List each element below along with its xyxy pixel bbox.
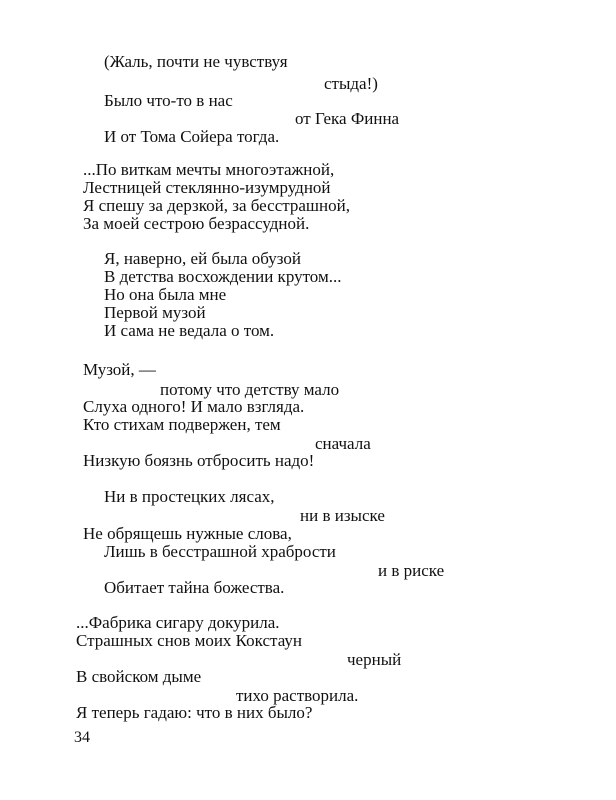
poem-line: Было что-то в нас bbox=[104, 91, 233, 110]
poem-line: стыда!) bbox=[324, 74, 378, 93]
poem-line: и в риске bbox=[378, 561, 445, 580]
poem-line: Ни в простецких лясах, bbox=[104, 487, 275, 506]
poem-line: Кто стихам подвержен, тем bbox=[83, 415, 281, 434]
poem-line: Низкую боязнь отбросить надо! bbox=[83, 451, 315, 470]
poem-line: Лестницей стеклянно-изумрудной bbox=[83, 178, 331, 197]
poem-line: тихо растворила. bbox=[236, 686, 359, 705]
poem-line: черный bbox=[347, 650, 402, 669]
poem-line: от Гека Финна bbox=[295, 109, 400, 128]
poem-line: Я спешу за дерзкой, за бесстрашной, bbox=[83, 196, 350, 215]
poem-line: За моей сестрою безрассудной. bbox=[83, 214, 310, 233]
poem-line: Музой, — bbox=[83, 360, 156, 379]
poem-line: Я теперь гадаю: что в них было? bbox=[76, 703, 313, 722]
poem-line: (Жаль, почти не чувствуя bbox=[104, 52, 288, 71]
poem-line: ...По виткам мечты многоэтажной, bbox=[83, 160, 335, 179]
poem-line: В детства восхождении крутом... bbox=[104, 267, 342, 286]
poem-line: Я, наверно, ей была обузой bbox=[104, 249, 302, 268]
poem-line: В свойском дыме bbox=[76, 667, 202, 686]
poem-line: потому что детству мало bbox=[160, 380, 340, 399]
poem-line: ...Фабрика сигару докурила. bbox=[76, 613, 280, 632]
poem-line: Слуха одного! И мало взгляда. bbox=[83, 397, 305, 416]
poem-line: Лишь в бесстрашной храбрости bbox=[104, 542, 336, 561]
poem-line: Не обрящешь нужные слова, bbox=[83, 524, 292, 543]
page-number: 34 bbox=[74, 729, 90, 746]
poem-line: Первой музой bbox=[104, 303, 206, 322]
poem-line: Но она была мне bbox=[104, 285, 227, 304]
poem-line: ни в изыске bbox=[300, 506, 385, 525]
poem-line: И от Тома Сойера тогда. bbox=[104, 127, 280, 146]
poem-line: Страшных снов моих Кокстаун bbox=[76, 631, 302, 650]
poem-line: Обитает тайна божества. bbox=[104, 578, 285, 597]
poem-line: сначала bbox=[315, 434, 371, 453]
poem-line: И сама не ведала о том. bbox=[104, 321, 275, 340]
